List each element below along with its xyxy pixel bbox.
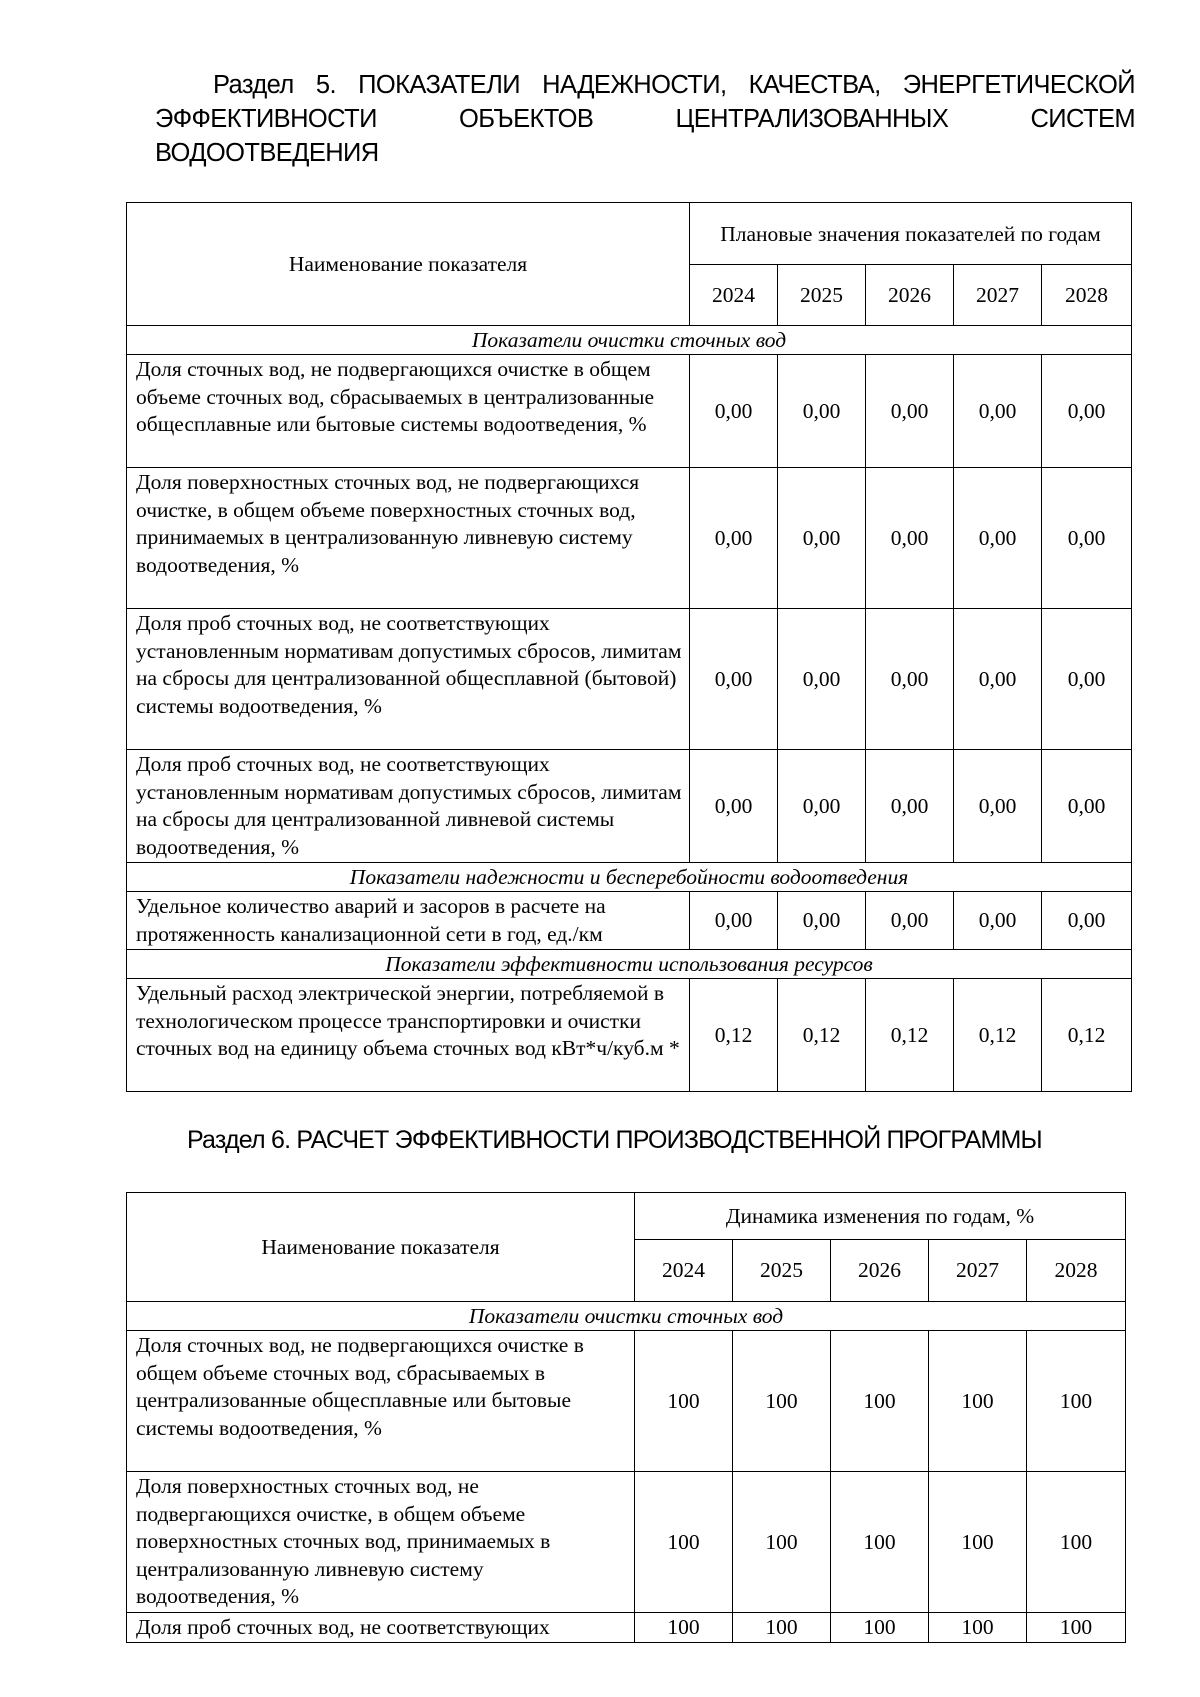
section-5-indicators-table (126, 202, 1132, 1092)
indicator-name: Доля проб сточных вод, не соответствующих (127, 1613, 635, 1643)
value-cell: 0,00 (690, 609, 778, 750)
value-cell: 100 (635, 1331, 733, 1472)
value-cell: 0,00 (778, 892, 866, 950)
indicator-name: Доля сточных вод, не подвергающихся очистке в общем объеме сточных вод, сбрасываемых в централизованные общесплавные или бытовые системы водоотведения, % (127, 1331, 635, 1472)
value-cell: 0,00 (778, 609, 866, 750)
value-cell: 100 (929, 1472, 1027, 1613)
value-cell: 100 (635, 1613, 733, 1643)
group-heading: Показатели надежности и бесперебойности водоотведения (127, 863, 1132, 892)
indicator-name: Доля сточных вод, не подвергающихся очистке в общем объеме сточных вод, сбрасываемых в централизованные общесплавные или бытовые системы водоотведения, % (127, 355, 690, 468)
value-cell: 0,00 (954, 750, 1042, 863)
table-row (127, 1331, 1126, 1472)
value-cell: 100 (733, 1472, 831, 1613)
name-column-header: Наименование показателя (127, 1193, 635, 1302)
value-cell: 100 (733, 1331, 831, 1472)
value-cell: 0,00 (866, 609, 954, 750)
value-cell: 0,00 (954, 468, 1042, 609)
value-cell: 0,00 (954, 355, 1042, 468)
value-cell: 100 (929, 1331, 1027, 1472)
table-row (127, 1613, 1126, 1643)
value-cell: 100 (929, 1613, 1027, 1643)
year-header: 2025 (778, 265, 866, 326)
year-header: 2026 (866, 265, 954, 326)
value-cell: 0,00 (954, 892, 1042, 950)
table-row (127, 609, 1132, 750)
year-header: 2028 (1027, 1240, 1126, 1302)
value-cell: 0,00 (866, 750, 954, 863)
value-cell: 0,00 (1042, 468, 1132, 609)
value-cell: 0,00 (778, 750, 866, 863)
value-cell: 100 (1027, 1331, 1126, 1472)
value-cell: 0,00 (690, 468, 778, 609)
value-cell: 100 (1027, 1472, 1126, 1613)
value-cell: 0,00 (1042, 750, 1132, 863)
table-row (127, 355, 1132, 468)
value-cell: 0,00 (866, 468, 954, 609)
value-cell: 0,00 (690, 892, 778, 950)
value-cell: 0,00 (1042, 609, 1132, 750)
value-cell: 0,00 (1042, 892, 1132, 950)
section-6-efficiency-table (126, 1192, 1126, 1643)
dynamics-header: Динамика изменения по годам, % (635, 1193, 1126, 1240)
value-cell: 0,12 (1042, 979, 1132, 1092)
table-row (127, 468, 1132, 609)
section-6-title: Раздел 6. РАСЧЕТ ЭФФЕКТИВНОСТИ ПРОИЗВОДСТВЕННОЙ ПРОГРАММЫ (187, 1126, 1042, 1154)
value-cell: 100 (733, 1613, 831, 1643)
value-cell: 0,00 (866, 892, 954, 950)
year-header: 2027 (929, 1240, 1027, 1302)
value-cell: 0,00 (954, 609, 1042, 750)
year-header: 2028 (1042, 265, 1132, 326)
name-column-header: Наименование показателя (127, 203, 690, 326)
value-cell: 0,00 (690, 750, 778, 863)
value-cell: 0,12 (866, 979, 954, 1092)
indicator-name: Доля проб сточных вод, не соответствующих установленным нормативам допустимых сбросов, лимитам на сбросы для централизованной общесплавной (бытовой) системы водоотведения, % (127, 609, 690, 750)
value-cell: 0,00 (778, 355, 866, 468)
value-cell: 100 (635, 1472, 733, 1613)
plan-values-header: Плановые значения показателей по годам (690, 203, 1132, 265)
indicator-name: Удельное количество аварий и засоров в расчете на протяженность канализационной сети в год, ед./км (127, 892, 690, 950)
group-heading: Показатели очистки сточных вод (127, 326, 1132, 355)
table-row (127, 892, 1132, 950)
value-cell: 0,00 (866, 355, 954, 468)
table-row (127, 1472, 1126, 1613)
year-header: 2025 (733, 1240, 831, 1302)
indicator-name: Доля поверхностных сточных вод, не подвергающихся очистке, в общем объеме поверхностных сточных вод, принимаемых в централизованную ливневую систему водоотведения, % (127, 1472, 635, 1613)
indicator-name: Удельный расход электрической энергии, потребляемой в технологическом процессе транспортировки и очистки сточных вод на единицу объема сточных вод кВт*ч/куб.м * (127, 979, 690, 1092)
year-header: 2026 (831, 1240, 929, 1302)
value-cell: 0,00 (778, 468, 866, 609)
value-cell: 0,00 (1042, 355, 1132, 468)
value-cell: 0,12 (778, 979, 866, 1092)
indicator-name: Доля проб сточных вод, не соответствующих установленным нормативам допустимых сбросов, лимитам на сбросы для централизованной ливневой системы водоотведения, % (127, 750, 690, 863)
year-header: 2024 (690, 265, 778, 326)
value-cell: 100 (831, 1331, 929, 1472)
value-cell: 0,12 (690, 979, 778, 1092)
section-5-title: Раздел 5. ПОКАЗАТЕЛИ НАДЕЖНОСТИ, КАЧЕСТВА, ЭНЕРГЕТИЧЕСКОЙ ЭФФЕКТИВНОСТИ ОБЪЕКТОВ ЦЕНТРАЛИЗОВАННЫХ СИСТЕМ ВОДООТВЕДЕНИЯ (155, 71, 1135, 167)
value-cell: 100 (1027, 1613, 1126, 1643)
value-cell: 0,00 (690, 355, 778, 468)
year-header: 2024 (635, 1240, 733, 1302)
value-cell: 100 (831, 1613, 929, 1643)
year-header: 2027 (954, 265, 1042, 326)
table-row (127, 979, 1132, 1092)
value-cell: 100 (831, 1472, 929, 1613)
indicator-name: Доля поверхностных сточных вод, не подвергающихся очистке, в общем объеме поверхностных сточных вод, принимаемых в централизованную ливневую систему водоотведения, % (127, 468, 690, 609)
table-row (127, 750, 1132, 863)
group-heading: Показатели очистки сточных вод (127, 1302, 1126, 1331)
group-heading: Показатели эффективности использования ресурсов (127, 950, 1132, 979)
value-cell: 0,12 (954, 979, 1042, 1092)
